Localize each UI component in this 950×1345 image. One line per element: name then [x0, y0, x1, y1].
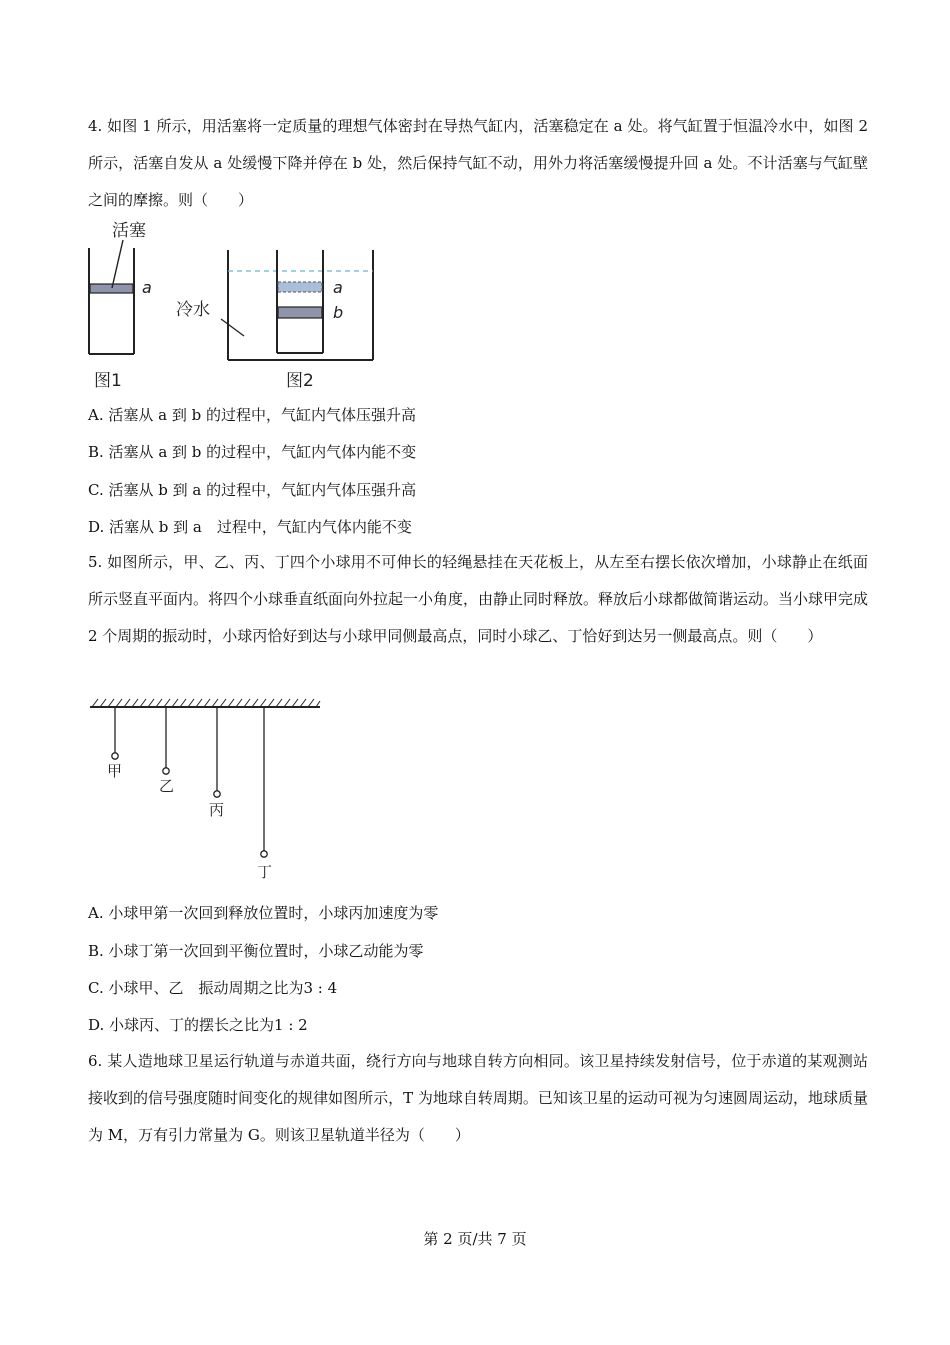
q5-option-c: C. 小球甲、乙 振动周期之比为3 : 4 [88, 979, 338, 997]
caption-figure2: 图2 [286, 371, 314, 391]
pendulum-yi [159, 707, 174, 795]
q5-stem: 5. 如图所示，甲、乙、丙、丁四个小球用不可伸长的轻绳悬挂在天花板上，从左至右摆长依次增加，小球静止在纸面所示竖直平面内。将四个小球垂直纸面向外拉起一小角度，由静止同时释放。释放后小球都做简谐运动。当小球甲完成 2 个周期的振动时，小球丙恰好到达与小球甲同侧最高点，同时小球乙、丁恰好到达另一侧最高点。则（ ） [88, 553, 869, 645]
label-a-figure2: a [333, 278, 343, 297]
label-piston: 活塞 [112, 221, 146, 241]
q4-option-c: C. 活塞从 b 到 a 的过程中，气缸内气体压强升高 [88, 481, 417, 499]
label-ding: 丁 [257, 863, 273, 881]
ceiling [90, 699, 320, 707]
pendulum-ding [257, 707, 272, 881]
cylinder-figure2 [176, 250, 373, 391]
piston-position-b [278, 307, 322, 318]
pendulum-jia [107, 707, 122, 780]
q5-option-a: A. 小球甲第一次回到释放位置时，小球丙加速度为零 [88, 904, 439, 922]
q4-option-a: A. 活塞从 a 到 b 的过程中，气缸内气体压强升高 [88, 406, 416, 424]
q5-pendulum-figure [88, 697, 328, 887]
label-b-figure2: b [333, 303, 344, 322]
q4-figure [86, 218, 386, 396]
label-a-figure1: a [142, 278, 152, 297]
q4-option-d: D. 活塞从 b 到 a 过程中，气缸内气体内能不变 [88, 518, 412, 536]
caption-figure1: 图1 [94, 371, 122, 391]
q5-option-d: D. 小球丙、丁的摆长之比为1 : 2 [88, 1016, 308, 1034]
q6-stem: 6. 某人造地球卫星运行轨道与赤道共面，绕行方向与地球自转方向相同。该卫星持续发射信号，位于赤道的某观测站接收到的信号强度随时间变化的规律如图所示，T 为地球自转周期。已知该卫星的运动可视为匀速圆周运动，地球质量为 M，万有引力常量为 G。则该卫星轨道半径为（ ） [88, 1052, 868, 1144]
q5-option-b: B. 小球丁第一次回到平衡位置时，小球乙动能为零 [88, 942, 424, 960]
piston-position-a [278, 282, 322, 292]
label-jia: 甲 [107, 762, 123, 780]
q4-option-b: B. 活塞从 a 到 b 的过程中，气缸内气体内能不变 [88, 443, 417, 461]
page-footer: 第 2 页/共 7 页 [423, 1230, 527, 1248]
piston-figure1 [90, 284, 133, 293]
cylinder-figure1 [89, 221, 152, 391]
label-cold-water: 冷水 [176, 300, 210, 320]
label-yi: 乙 [159, 777, 175, 795]
label-bing: 丙 [209, 801, 225, 819]
pendulum-bing [209, 707, 224, 819]
q4-stem: 4. 如图 1 所示，用活塞将一定质量的理想气体密封在导热气缸内，活塞稳定在 a 处。将气缸置于恒温冷水中，如图 2 所示，活塞自发从 a 处缓慢下降并停在 b 处，然后保持气缸不动，用外力将活塞缓慢提升回 a 处。不计活塞与气缸壁之间的摩擦。则（ ） [88, 117, 868, 209]
